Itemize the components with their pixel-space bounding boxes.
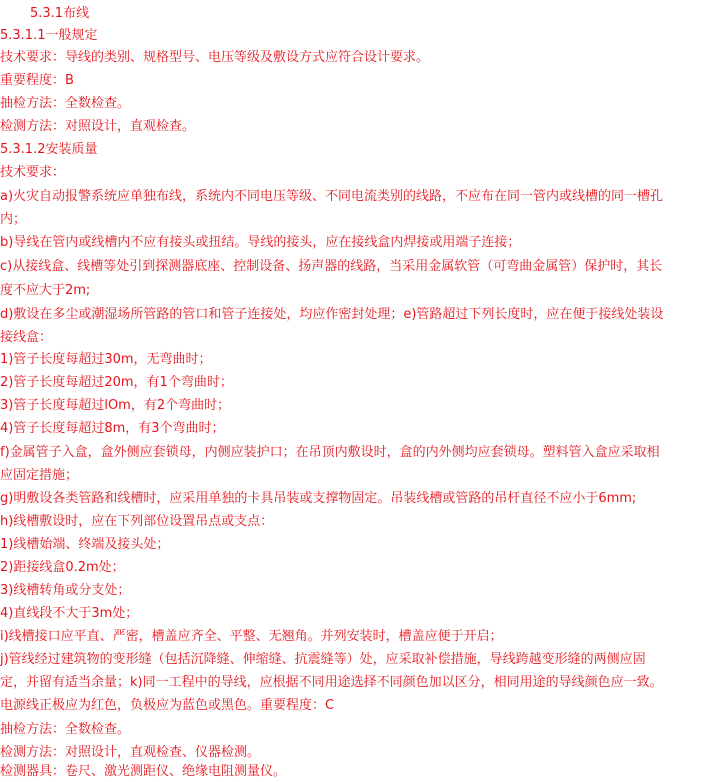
subsection-heading-5-3-1-1: 5.3.1.1一般规定 — [0, 28, 98, 43]
text-line: 接线盒： — [0, 330, 53, 345]
text-line: f)金属管子入盒，盒外侧应套锁母，内侧应装护口；在吊顶内敷设时，盒的内外侧均应套锁母。塑料管入盒应采取相 — [0, 445, 660, 460]
text-line: b)导线在管内或线槽内不应有接头或扭结。导线的接头，应在接线盒内焊接或用端子连接； — [0, 235, 521, 250]
text-line: 1)线槽始端、终端及接头处； — [0, 537, 170, 552]
subsection-heading-5-3-1-2: 5.3.1.2安装质量 — [0, 142, 98, 157]
text-line: 2)管子长度每超过20m，有1个弯曲时； — [0, 375, 233, 390]
text-line: 技术要求：导线的类别、规格型号、电压等级及敷设方式应符合设计要求。 — [0, 50, 430, 65]
text-line: c)从接线盒、线槽等处引到探测器底座、控制设备、扬声器的线路，当采用金属软管（可弯曲金属管）保护时，其长 — [0, 259, 663, 274]
text-line: g)明敷设各类管路和线槽时，应采用单独的卡具吊装或支撑物固定。吊装线槽或管路的吊杆直径不应小于6mm; — [0, 491, 637, 506]
text-line: 4)直线段不大于3m处； — [0, 606, 139, 621]
section-heading-5-3-1: 5.3.1布线 — [30, 6, 90, 21]
text-line: a)火灾自动报警系统应单独布线，系统内不同电压等级、不同电流类别的线路，不应布在同一管内或线槽的同一槽孔 — [0, 189, 664, 204]
text-line: 1)管子长度每超过30m，无弯曲时； — [0, 352, 212, 367]
text-line: 内； — [0, 212, 27, 227]
text-line: 重要程度：B — [0, 73, 74, 88]
text-line: 3)管子长度每超过lOm，有2个弯曲时； — [0, 398, 231, 413]
text-line: 技术要求： — [0, 165, 66, 180]
text-line: 定，并留有适当余量；k)同一工程中的导线，应根据不同用途选择不同颜色加以区分，相同用途的导线颜色应一致。 — [0, 675, 663, 690]
text-line: 检测方法：对照设计，直观检查。 — [0, 119, 196, 134]
text-line: 应固定措施； — [0, 468, 79, 483]
text-line: j)管线经过建筑物的变形缝（包括沉降缝、伸缩缝、抗震缝等）处，应采取补偿措施，导线跨越变形缝的两侧应固 — [0, 652, 646, 667]
text-line: 3)线槽转角或分支处； — [0, 583, 131, 598]
text-line: 检测器具：卷尺、激光测距仪、绝缘电阻测量仪。 — [0, 764, 287, 779]
text-line: 度不应大于2m; — [0, 283, 91, 298]
text-line: i)线槽接口应平直、严密，槽盖应齐全、平整、无翘角。并列安装时，槽盖应便于开启； — [0, 629, 503, 644]
text-line: 4)管子长度每超过8m，有3个弯曲时； — [0, 421, 225, 436]
text-line: 检测方法：对照设计，直观检查、仪器检测。 — [0, 745, 261, 760]
text-line: 抽检方法：全数检查。 — [0, 722, 131, 737]
text-line: 2)距接线盒0.2m处； — [0, 560, 125, 575]
text-line: 抽检方法：全数检查。 — [0, 96, 131, 111]
text-line: h)线槽敷设时，应在下列部位设置吊点或支点： — [0, 514, 274, 529]
text-line: d)敷设在多尘或潮湿场所管路的管口和管子连接处，均应作密封处理；e)管路超过下列长度时，应在便于接线处装设 — [0, 307, 664, 322]
text-line: 电源线正极应为红色，负极应为蓝色或黑色。重要程度：C — [0, 698, 335, 713]
